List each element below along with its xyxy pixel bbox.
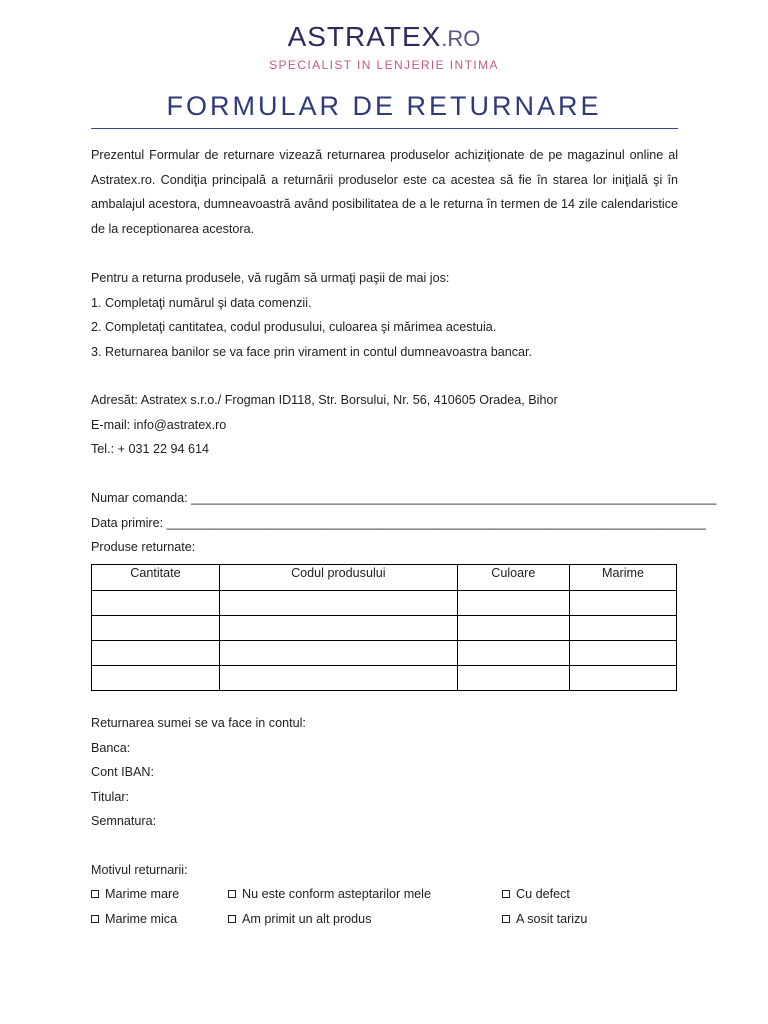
table-cell[interactable] <box>569 591 676 616</box>
table-row <box>92 666 677 691</box>
table-cell[interactable] <box>92 591 220 616</box>
signature-field[interactable]: Semnatura: <box>91 814 157 829</box>
table-row <box>92 591 677 616</box>
bank-section <box>91 711 678 834</box>
checkbox-icon[interactable] <box>91 890 99 898</box>
products-table <box>91 564 677 691</box>
steps-heading: Pentru a returna produsele, vă rugăm să urmaţi paşii de mai jos: <box>91 271 450 285</box>
column-header-product-code: Codul produsului <box>219 565 457 591</box>
reasons-heading: Motivul returnarii: <box>91 863 188 877</box>
table-cell[interactable] <box>457 591 569 616</box>
table-cell[interactable] <box>569 641 676 666</box>
table-cell[interactable] <box>457 641 569 666</box>
reason-checkbox-size-small[interactable] <box>91 909 177 929</box>
page-title: FORMULAR DE RETURNARE <box>166 91 602 121</box>
reason-label: Cu defect <box>516 887 570 901</box>
reason-checkbox-size-large[interactable] <box>91 884 179 904</box>
contact-section <box>91 388 678 462</box>
contact-address: Adresăt: Astratex s.r.o./ Frogman ID118, Str. Borsului, Nr. 56, 410605 Oradea, Bihor <box>91 393 558 407</box>
checkbox-icon[interactable] <box>502 915 510 923</box>
intro-paragraph: Prezentul Formular de returnare vizează returnarea produselor achiziţionate de pe magazinul online al Astratex.ro. Condiţia principală a returnării produselor este ca acestea să fie în starea lor iniţială şi în ambalajul acestora, dumneavoastră având posibilitatea de a le returna în termen de 14 zile calendaristice de la receptionarea acestora. <box>91 148 678 236</box>
reason-checkbox-arrived-late[interactable] <box>502 909 587 929</box>
brand-suffix: .RO <box>441 26 481 51</box>
step-item: 2. Completaţi cantitatea, codul produsului, culoarea şi mărimea acestuia. <box>91 320 497 335</box>
order-number-field[interactable]: Numar comanda: ___________________________________________________________________________ <box>91 491 717 505</box>
checkbox-icon[interactable] <box>228 915 236 923</box>
column-header-color: Culoare <box>457 565 569 591</box>
table-cell[interactable] <box>219 616 457 641</box>
step-item: 3. Returnarea banilor se va face prin virament in contul dumneavoastra bancar. <box>91 344 533 359</box>
table-row <box>92 616 677 641</box>
checkbox-icon[interactable] <box>91 915 99 923</box>
steps-section <box>91 266 678 364</box>
table-cell[interactable] <box>569 616 676 641</box>
table-cell[interactable] <box>219 591 457 616</box>
table-cell[interactable] <box>219 666 457 691</box>
reason-label: Nu este conform asteptarilor mele <box>242 887 431 901</box>
contact-email: E-mail: info@astratex.ro <box>91 417 227 432</box>
returned-products-label: Produse returnate: <box>91 540 196 555</box>
table-cell[interactable] <box>92 641 220 666</box>
table-cell[interactable] <box>457 666 569 691</box>
brand-tagline: SPECIALIST IN LENJERIE INTIMA <box>269 58 499 72</box>
table-cell[interactable] <box>569 666 676 691</box>
reason-checkbox-defect[interactable] <box>502 884 570 904</box>
reason-label: Marime mica <box>105 912 178 926</box>
table-cell[interactable] <box>92 616 220 641</box>
brand-logo <box>0 20 768 72</box>
table-cell[interactable] <box>92 666 220 691</box>
reason-label: Marime mare <box>105 887 180 901</box>
bank-field[interactable]: Banca: <box>91 740 131 755</box>
table-cell[interactable] <box>219 641 457 666</box>
column-header-quantity: Cantitate <box>92 565 220 591</box>
bank-heading: Returnarea sumei se va face in contul: <box>91 716 306 730</box>
iban-field[interactable]: Cont IBAN: <box>91 765 154 780</box>
reason-label: Am primit un alt produs <box>242 912 372 926</box>
order-fields <box>91 486 717 560</box>
reason-label: A sosit tarizu <box>516 912 588 926</box>
table-row <box>92 641 677 666</box>
holder-field[interactable]: Titular: <box>91 789 130 804</box>
reason-checkbox-not-as-expected[interactable] <box>228 884 431 904</box>
table-cell[interactable] <box>457 616 569 641</box>
brand-name: ASTRATEX.RO <box>287 21 481 52</box>
step-item: 1. Completaţi numărul şi data comenzii. <box>91 295 312 310</box>
table-header-row <box>92 565 677 591</box>
column-header-size: Marime <box>569 565 676 591</box>
contact-phone: Tel.: + 031 22 94 614 <box>91 442 209 457</box>
checkbox-icon[interactable] <box>228 890 236 898</box>
checkbox-icon[interactable] <box>502 890 510 898</box>
title-divider <box>91 128 678 129</box>
receipt-date-field[interactable]: Data primire: _____________________________________________________________________________ <box>91 515 706 530</box>
reason-checkbox-wrong-product[interactable] <box>228 909 372 929</box>
